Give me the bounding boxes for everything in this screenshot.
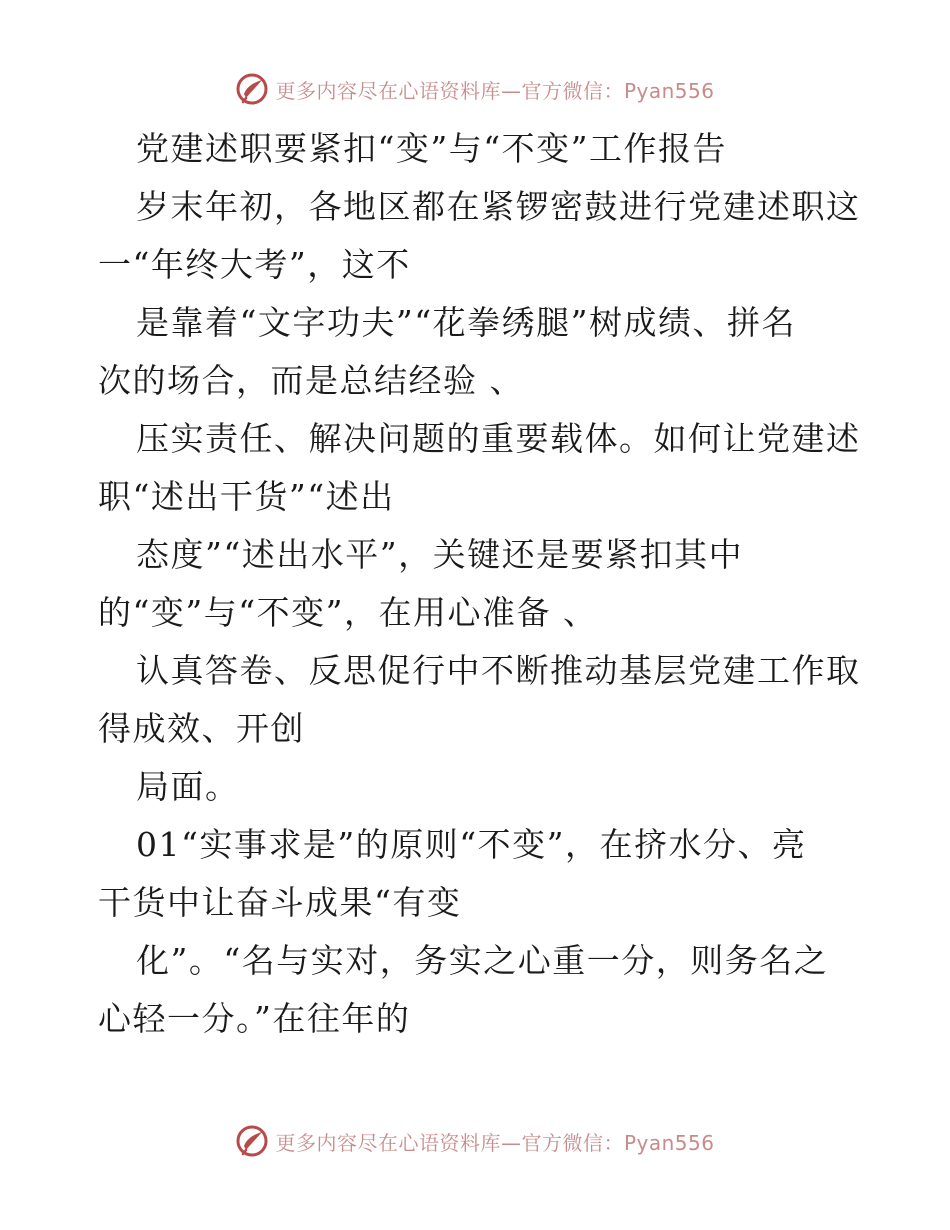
text-line: 党建述职要紧扣“变”与“不变”工作报告 — [136, 129, 727, 168]
text-line: 态度”“述出水平”，关键还是要紧扣其中 — [136, 535, 744, 574]
text-line: 是靠着“文字功夫”“花拳绣腿”树成绩、拼名 — [136, 303, 796, 342]
text-line: 01“实事求是”的原则“不变”，在挤水分、亮 — [136, 825, 807, 864]
brand-logo-icon — [235, 1124, 269, 1158]
watermark-text: 更多内容尽在心语资料库—官方微信：Pyan556 — [275, 1130, 715, 1155]
header-watermark — [0, 72, 950, 106]
text-line: 一“年终大考”，这不 — [98, 245, 411, 284]
text-line: 次的场合，而是总结经验 、 — [98, 361, 524, 400]
text-line: 的“变”与“不变”，在用心准备 、 — [98, 593, 598, 632]
text-line: 心轻一分。”在往年的 — [98, 999, 411, 1038]
text-line: 压实责任、解决问题的重要载体。如何让党建述 — [136, 419, 861, 458]
watermark-text: 更多内容尽在心语资料库—官方微信：Pyan556 — [275, 78, 715, 103]
text-line: 认真答卷、反思促行中不断推动基层党建工作取 — [136, 651, 861, 690]
text-line: 局面。 — [136, 767, 240, 806]
brand-logo-icon — [235, 72, 269, 106]
text-line: 得成效、开创 — [98, 709, 305, 748]
document-body — [98, 120, 861, 1048]
text-line: 岁末年初，各地区都在紧锣密鼓进行党建述职这 — [136, 187, 861, 226]
footer-watermark — [0, 1124, 950, 1158]
text-line: 职“述出干货”“述出 — [98, 477, 395, 516]
text-line: 化”。“名与实对，务实之心重一分，则务名之 — [136, 941, 829, 980]
text-line: 干货中让奋斗成果“有变 — [98, 883, 462, 922]
